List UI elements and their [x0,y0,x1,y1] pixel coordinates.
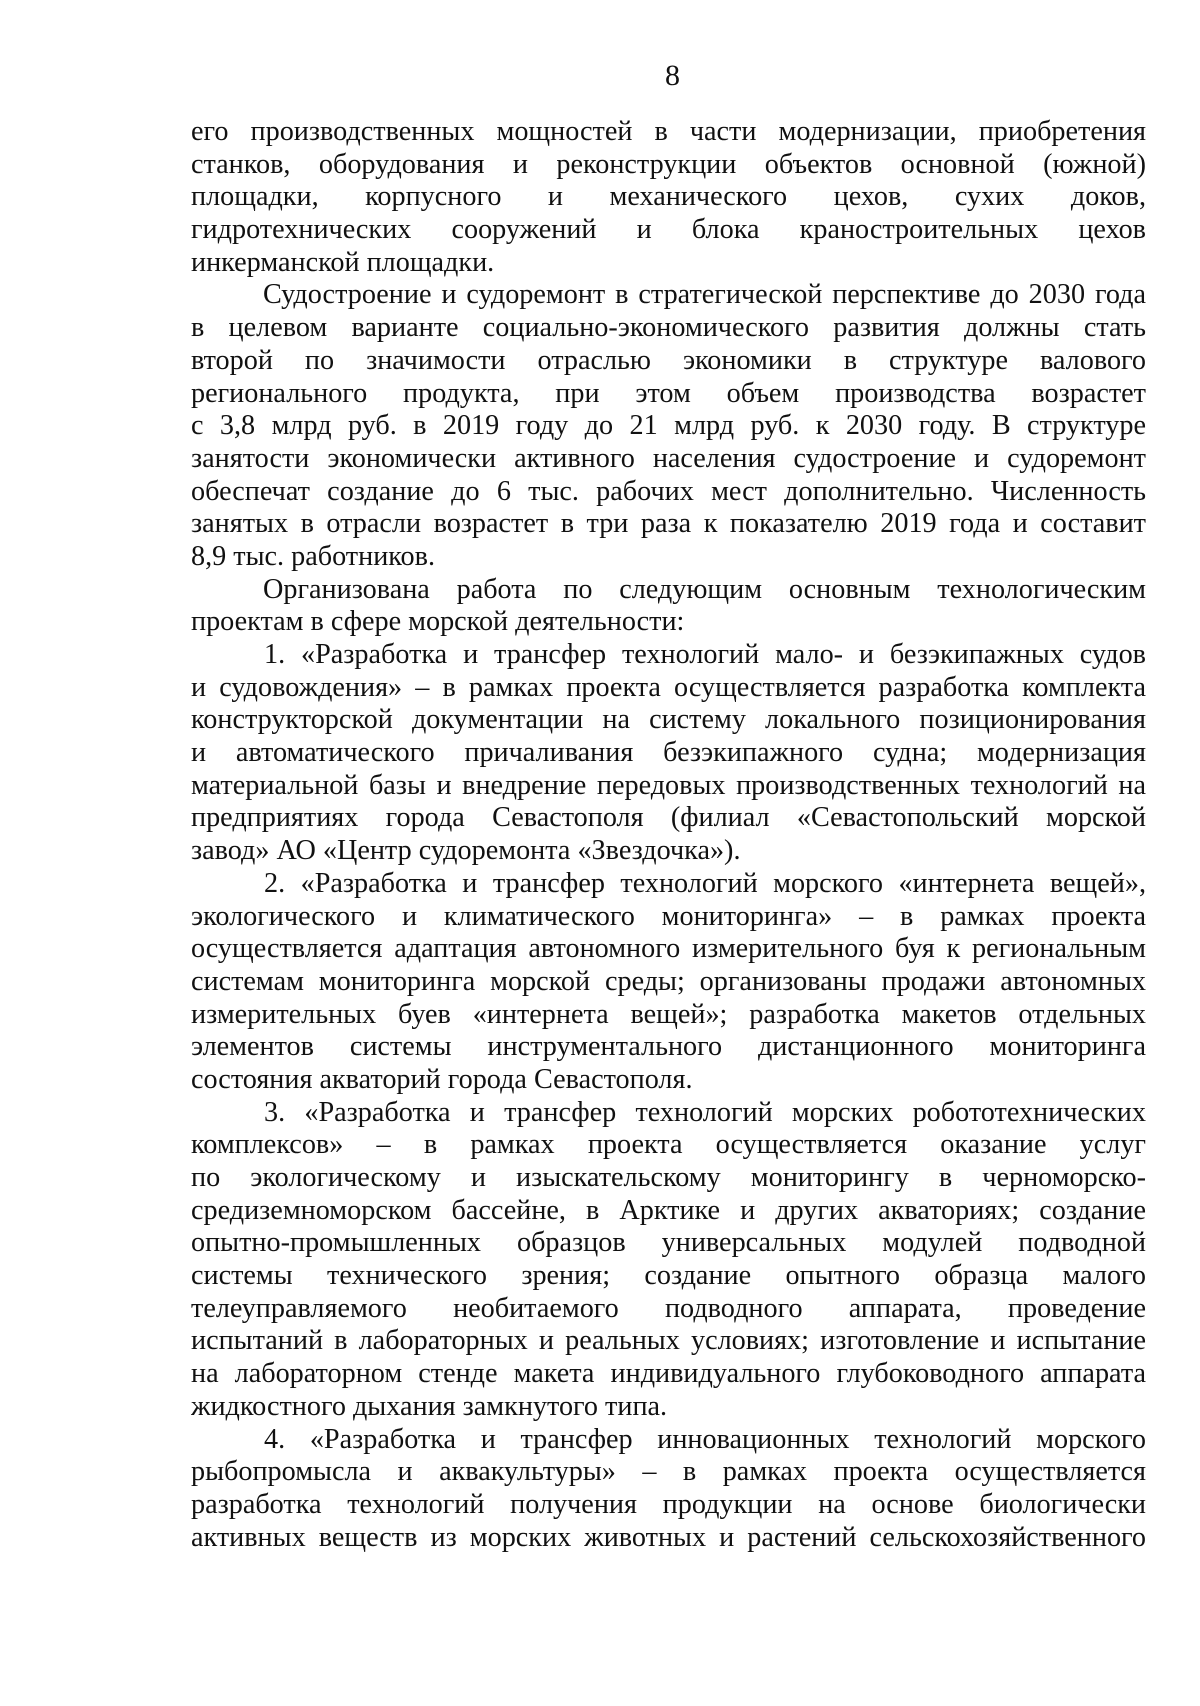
text-line: разработка технологий получения продукции на основе биологически [191,1488,1146,1520]
list-item-line: 4. «Разработка и трансфер инновационных технологий морского [264,1423,1146,1455]
text-line: и судовождения» – в рамках проекта осуществляется разработка комплекта [191,671,1146,703]
text-line: занятости экономически активного населения судостроение и судоремонт [191,442,1146,474]
text-line: на лабораторном стенде макета индивидуального глубоководного аппарата [191,1358,1146,1390]
text-line: системы технического зрения; создание опытного образца малого [191,1260,1146,1292]
text-line: Организована работа по следующим основным технологическим [263,573,1146,605]
text-line: его производственных мощностей в части модернизации, приобретения [191,116,1146,147]
text-line: опытно-промышленных образцов универсальных модулей подводной [191,1227,1146,1259]
text-line: по экологическому и изыскательскому мониторингу в черноморско- [191,1162,1146,1193]
text-line: комплексов» – в рамках проекта осуществляется оказание услуг [191,1129,1146,1161]
text-line: жидкостного дыхания замкнутого типа. [191,1390,668,1422]
list-item-line: 1. «Разработка и трансфер технологий мало- и безэкипажных судов [264,639,1146,670]
text-line: измерительных буев «интернета вещей»; разработка макетов отдельных [191,998,1146,1030]
text-line: в целевом варианте социально-экономического развития должны стать [191,312,1146,344]
text-line: активных веществ из морских животных и растений сельскохозяйственного [191,1521,1146,1553]
text-line: площадки, корпусного и механического цехов, сухих доков, [191,181,1146,213]
text-line: рыбопромысла и аквакультуры» – в рамках проекта осуществляется [191,1456,1146,1488]
text-line: конструкторской документации на систему локального позиционирования [191,704,1146,736]
text-line: осуществляется адаптация автономного измерительного буя к региональным [191,933,1146,965]
text-line: завод» АО «Центр судоремонта «Звездочка»). [191,835,741,867]
page-number: 8 [665,59,680,92]
text-line: испытаний в лабораторных и реальных условиях; изготовление и испытание [191,1325,1146,1357]
text-line: 8,9 тыс. работников. [191,540,436,572]
text-line: элементов системы инструментального дистанционного мониторинга [191,1031,1146,1063]
text-line: материальной базы и внедрение передовых производственных технологий на [191,769,1146,801]
list-item-line: 3. «Разработка и трансфер технологий морских робототехнических [264,1096,1146,1128]
text-line: и автоматического причаливания безэкипажного судна; модернизация [191,737,1146,769]
text-line: второй по значимости отраслью экономики в структуре валового [191,344,1146,376]
text-line: средиземноморском бассейне, в Арктике и других акваториях; создание [191,1194,1146,1226]
text-line: обеспечат создание до 6 тыс. рабочих мест дополнительно. Численность [191,475,1146,507]
text-line: экологического и климатического мониторинга» – в рамках проекта [191,900,1146,932]
text-line: проектам в сфере морской деятельности: [191,606,685,638]
text-line: системам мониторинга морской среды; организованы продажи автономных [191,965,1146,997]
list-item-line: 2. «Разработка и трансфер технологий морского «интернета вещей», [264,867,1146,899]
text-line: регионального продукта, при этом объем производства возрастет [191,377,1146,409]
document-body [191,116,1146,1554]
text-line: Судостроение и судоремонт в стратегической перспективе до 2030 года [263,279,1146,311]
text-line: станков, оборудования и реконструкции объектов основной (южной) [191,148,1146,180]
text-line: предприятиях города Севастополя (филиал «Севастопольский морской [191,802,1146,834]
text-line: инкерманской площадки. [191,246,495,278]
text-line: гидротехнических сооружений и блока краностроительных цехов [191,214,1146,246]
text-line: занятых в отрасли возрастет в три раза к показателю 2019 года и составит [191,508,1146,540]
text-line: с 3,8 млрд руб. в 2019 году до 21 млрд руб. к 2030 году. В структуре [191,410,1146,442]
text-line: состояния акваторий города Севастополя. [191,1063,693,1095]
text-line: телеуправляемого необитаемого подводного аппарата, проведение [191,1292,1146,1324]
